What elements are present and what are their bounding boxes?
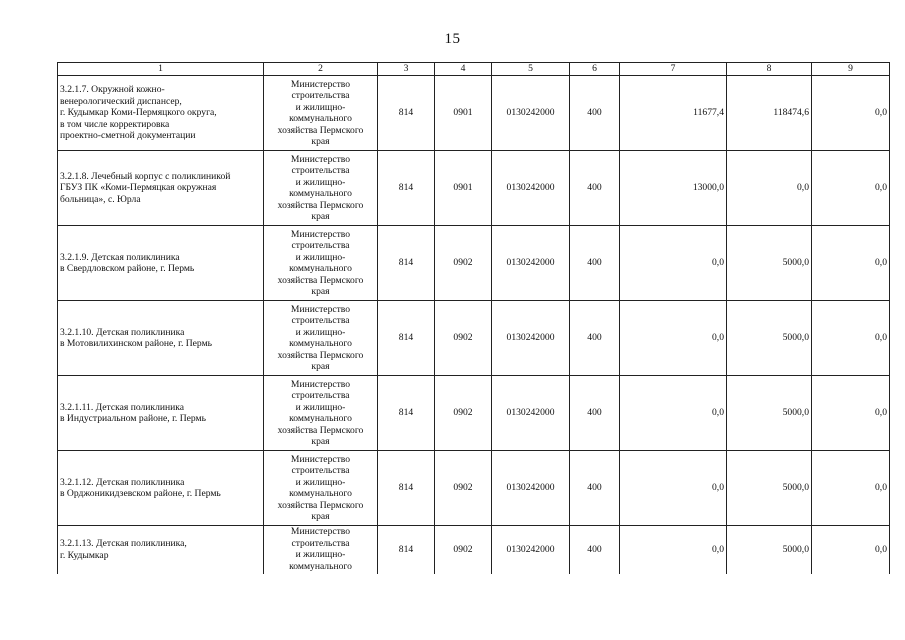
administrator-line: хозяйства Пермского — [277, 274, 364, 286]
table-row — [58, 451, 890, 526]
cell-target-article: 0130242000 — [492, 151, 570, 226]
column-header-6: 6 — [570, 63, 620, 76]
cell-grbs-code: 814 — [378, 226, 435, 301]
cell-grbs-code: 814 — [378, 451, 435, 526]
column-header-2: 2 — [264, 63, 378, 76]
budget-table — [57, 62, 890, 574]
administrator-line: коммунального — [289, 488, 352, 499]
column-header-3: 3 — [378, 63, 435, 76]
cell-expense-type: 400 — [570, 301, 620, 376]
cell-expense-type: 400 — [570, 376, 620, 451]
cell-grbs-code: 814 — [378, 376, 435, 451]
cell-administrator — [264, 76, 378, 151]
administrator-line: Министерство — [290, 228, 351, 240]
administrator-line: коммунального — [289, 560, 352, 572]
administrator-line: края — [311, 136, 330, 147]
cell-expense-type: 400 — [570, 451, 620, 526]
cell-amount-col9: 0,0 — [812, 151, 890, 226]
administrator-line: края — [311, 286, 330, 297]
administrator-line: хозяйства Пермского — [277, 124, 364, 136]
table-row — [58, 526, 890, 574]
header-row — [58, 63, 890, 76]
administrator-line: коммунального — [289, 263, 352, 274]
cell-name — [58, 526, 264, 574]
column-header-4: 4 — [435, 63, 492, 76]
page-number: 15 — [444, 31, 461, 47]
cell-administrator — [264, 376, 378, 451]
column-header-5: 5 — [492, 63, 570, 76]
cell-amount-col8: 5000,0 — [727, 376, 812, 451]
administrator-line: Министерство — [290, 303, 351, 315]
cell-administrator — [264, 451, 378, 526]
column-header-1: 1 — [58, 63, 264, 76]
cell-target-article: 0130242000 — [492, 301, 570, 376]
name-line: в Индустриальном районе, г. Пермь — [60, 413, 206, 424]
name-line: 3.2.1.10. Детская поликлиника — [60, 326, 185, 338]
cell-name — [58, 376, 264, 451]
column-header-9: 9 — [812, 63, 890, 76]
cell-target-article: 0130242000 — [492, 451, 570, 526]
table-row — [58, 376, 890, 451]
administrator-line: Министерство — [290, 78, 351, 90]
cell-grbs-code: 814 — [378, 526, 435, 574]
name-line: 3.2.1.12. Детская поликлиника — [60, 476, 185, 488]
cell-grbs-code: 814 — [378, 76, 435, 151]
administrator-line: строительства — [291, 165, 350, 176]
cell-amount-col8: 118474,6 — [727, 76, 812, 151]
table-row — [58, 151, 890, 226]
cell-grbs-code: 814 — [378, 301, 435, 376]
name-line: 3.2.1.13. Детская поликлиника, — [60, 538, 187, 550]
administrator-line: края — [311, 436, 330, 447]
cell-administrator — [264, 226, 378, 301]
cell-section: 0902 — [435, 376, 492, 451]
administrator-line: хозяйства Пермского — [277, 424, 364, 436]
cell-target-article: 0130242000 — [492, 76, 570, 151]
name-line: в Свердловском районе, г. Пермь — [60, 263, 195, 274]
administrator-line: и жилищно- — [295, 176, 346, 188]
cell-amount-col8: 5000,0 — [727, 301, 812, 376]
cell-name — [58, 301, 264, 376]
cell-amount-col8: 5000,0 — [727, 226, 812, 301]
administrator-line: и жилищно- — [295, 101, 346, 113]
cell-amount-col9: 0,0 — [812, 301, 890, 376]
column-header-7: 7 — [620, 63, 727, 76]
name-line: 3.2.1.9. Детская поликлиника — [60, 251, 180, 263]
name-line: проектно-сметной документации — [60, 130, 196, 142]
cell-section: 0902 — [435, 226, 492, 301]
name-line: 3.2.1.11. Детская поликлиника — [60, 401, 185, 413]
administrator-line: строительства — [291, 240, 350, 251]
cell-section: 0902 — [435, 301, 492, 376]
cell-amount-col8: 5000,0 — [727, 451, 812, 526]
cell-amount-col9: 0,0 — [812, 376, 890, 451]
administrator-line: и жилищно- — [295, 401, 346, 413]
name-line: г. Кудымкар Коми-Пермяцкого округа, — [60, 107, 217, 119]
administrator-line: хозяйства Пермского — [277, 349, 364, 361]
cell-amount-col7: 13000,0 — [620, 151, 727, 226]
table-row — [58, 226, 890, 301]
cell-administrator — [264, 151, 378, 226]
cell-grbs-code: 814 — [378, 151, 435, 226]
cell-amount-col9: 0,0 — [812, 526, 890, 574]
cell-amount-col7: 0,0 — [620, 451, 727, 526]
cell-name — [58, 151, 264, 226]
administrator-line: Министерство — [290, 526, 351, 537]
administrator-line: строительства — [291, 537, 350, 549]
administrator-line: и жилищно- — [295, 251, 346, 263]
administrator-line: края — [311, 361, 330, 372]
cell-amount-col9: 0,0 — [812, 451, 890, 526]
administrator-line: и жилищно- — [295, 549, 346, 560]
name-line: больница», с. Юрла — [60, 193, 141, 205]
cell-administrator — [264, 301, 378, 376]
name-line: в Мотовилихинском районе, г. Пермь — [60, 338, 213, 349]
administrator-line: коммунального — [289, 413, 352, 424]
cell-expense-type: 400 — [570, 526, 620, 574]
cell-amount-col7: 0,0 — [620, 301, 727, 376]
cell-amount-col8: 5000,0 — [727, 526, 812, 574]
cell-amount-col7: 11677,4 — [620, 76, 727, 151]
table-row — [58, 76, 890, 151]
cell-expense-type: 400 — [570, 226, 620, 301]
administrator-line: и жилищно- — [295, 326, 346, 338]
cell-target-article: 0130242000 — [492, 226, 570, 301]
cell-section: 0901 — [435, 76, 492, 151]
administrator-line: и жилищно- — [295, 476, 346, 488]
administrator-line: строительства — [291, 90, 350, 101]
cell-administrator — [264, 526, 378, 574]
cell-amount-col7: 0,0 — [620, 226, 727, 301]
administrator-line: Министерство — [290, 378, 351, 390]
administrator-line: коммунального — [289, 338, 352, 349]
cell-amount-col9: 0,0 — [812, 76, 890, 151]
administrator-line: строительства — [291, 390, 350, 401]
name-line: 3.2.1.8. Лечебный корпус с поликлиникой — [60, 170, 231, 182]
cell-amount-col9: 0,0 — [812, 226, 890, 301]
administrator-line: коммунального — [289, 188, 352, 199]
cell-section: 0902 — [435, 451, 492, 526]
cell-section: 0901 — [435, 151, 492, 226]
administrator-line: края — [311, 511, 330, 522]
administrator-line: края — [311, 211, 330, 222]
cell-expense-type: 400 — [570, 151, 620, 226]
administrator-line: коммунального — [289, 113, 352, 124]
cell-section: 0902 — [435, 526, 492, 574]
administrator-line: хозяйства Пермского — [277, 199, 364, 211]
administrator-line: строительства — [291, 315, 350, 326]
column-header-8: 8 — [727, 63, 812, 76]
name-line: г. Кудымкар — [60, 549, 109, 561]
table-body — [58, 76, 890, 574]
cell-target-article: 0130242000 — [492, 376, 570, 451]
name-line: венерологический диспансер, — [60, 95, 182, 107]
cell-amount-col7: 0,0 — [620, 376, 727, 451]
name-line: в Орджоникидзевском районе, г. Пермь — [60, 488, 221, 499]
cell-target-article: 0130242000 — [492, 526, 570, 574]
cell-name — [58, 76, 264, 151]
administrator-line: строительства — [291, 465, 350, 476]
cell-expense-type: 400 — [570, 76, 620, 151]
cell-name — [58, 226, 264, 301]
cell-name — [58, 451, 264, 526]
cell-amount-col7: 0,0 — [620, 526, 727, 574]
administrator-line: хозяйства Пермского — [277, 499, 364, 511]
name-line: ГБУЗ ПК «Коми-Пермяцкая окружная — [60, 182, 217, 194]
table-row — [58, 301, 890, 376]
cell-amount-col8: 0,0 — [727, 151, 812, 226]
administrator-line: Министерство — [290, 153, 351, 165]
name-line: в том числе корректировка — [60, 118, 170, 130]
administrator-line: Министерство — [290, 453, 351, 465]
name-line: 3.2.1.7. Окружной кожно- — [60, 84, 165, 96]
